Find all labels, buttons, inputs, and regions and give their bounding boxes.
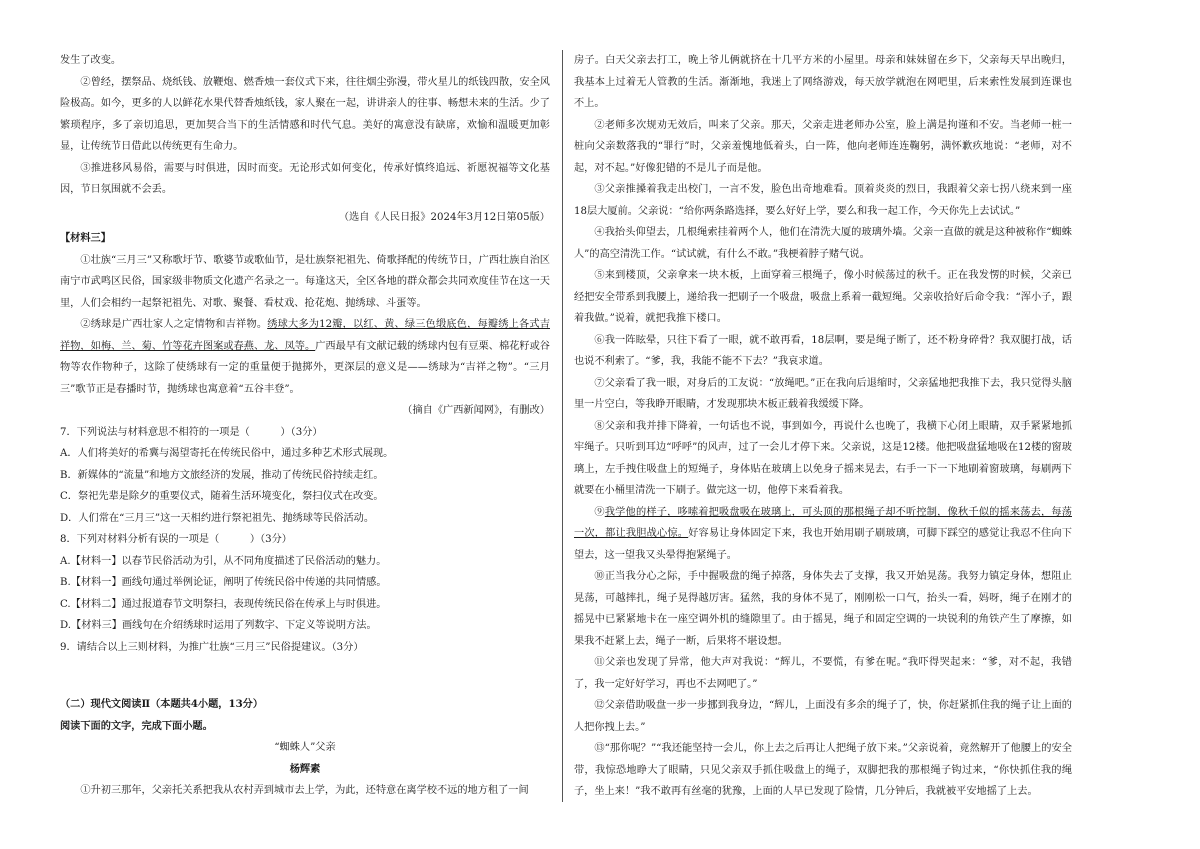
paragraph: ③推进移风易俗，需要与时俱进，因时而变。无论形式如何变化，传承好慎终追远、祈愿祝福等文化基因，节日氛围就不会丢。 <box>60 162 550 195</box>
option: B.【材料一】画线句通过举例论证，阐明了传统民俗中传递的共同情感。 <box>60 577 387 588</box>
paragraph: ①升初三那年，父亲托关系把我从农村弄到城市去上学，为此，还特意在离学校不远的地方租了一间 <box>80 785 529 796</box>
question-7: 7．下列说法与材料意思不相符的一项是（ ）（3分） <box>60 426 323 438</box>
right-column <box>574 50 1072 803</box>
option: A.【材料一】以春节民俗活动为引，从不同角度描述了民俗活动的魅力。 <box>60 555 387 567</box>
paragraph: ⑩正当我分心之际，手中握吸盘的绳子掉落，身体失去了支撑，我又开始晃荡。我努力镇定身体，想阻止晃荡，可越摔扎，绳子晃得越厉害。猛然，我的身体不晃了，刚刚松一口气，抬头一看，妈呀，绳子在刚才的摇晃中已紧紧地卡在一座空调外机的缝隙里了。由于摇晃，绳子和固定空调的一块锐利的角铁产生了摩擦，如果我不赶紧上去，绳子一断，后果将不堪设想。 <box>574 571 1072 647</box>
paragraph: ⑤来到楼顶，父亲拿来一块木板，上面穿着三根绳子，像小时候荡过的秋千。正在我发愣的时候，父亲已经把安全带系到我腰上，递给我一把刷子一个吸盘，吸盘上系着一截短绳。父亲收拾好后命令我：“浑小子，跟着我做。”说着，就把我推下楼口。 <box>574 270 1072 324</box>
paragraph: ⑧父亲和我并排下降着，一句话也不说，事到如今，再说什么也晚了，我横下心闭上眼睛，双手紧紧地抓牢绳子。只听到耳边“呼呼”的风声，过了一会儿才停下来。父亲说，这是12楼。他把吸盘猛地吸在12楼的窗玻璃上，左手拽住吸盘上的短绳子，身体贴在玻璃上以免身子摇来晃去，右手一下一下地刷着窗玻璃，每刷两下就要在小桶里清洗一下刷子。做完这一切，他停下来看着我。 <box>574 420 1072 496</box>
paragraph: ⑦父亲看了我一眼，对身后的工友说：“放绳吧。”正在我向后退缩时，父亲猛地把我推下去，我只觉得头脑里一片空白，等我睁开眼睛，才发现那块木板正载着我缓缓下降。 <box>574 377 1072 410</box>
story-author: 杨辉素 <box>289 762 321 775</box>
source-citation: （选自《人民日报》2024年3月12日第05版） <box>338 211 550 223</box>
story-title: “蜘蛛人”父亲 <box>274 742 336 753</box>
paragraph-text: 好容易让身体固定下来，我也开始用刷子刷玻璃，可脚下踩空的感觉让我忍不住向下望去，这一望我又头晕得抱紧绳子。 <box>574 528 1072 561</box>
material-title: 【材料三】 <box>60 232 111 244</box>
paragraph: ⑫父亲借助吸盘一步一步挪到我身边，“辉儿，上面没有多余的绳子了，快，你赶紧抓住我的绳子让上面的人把你拽上去。” <box>574 700 1072 733</box>
column-divider <box>562 50 563 802</box>
section-title: （二）现代文阅读Ⅱ（本题共4小题，13分） <box>60 698 264 710</box>
option: D.【材料三】画线句在介绍绣球时运用了列数字、下定义等说明方法。 <box>60 620 377 631</box>
paragraph-number: ⑨ <box>594 506 605 518</box>
section-instruction: 阅读下面的文字，完成下面小题。 <box>60 719 213 732</box>
paragraph-text: ②绣球是广西壮家人之定情物和吉祥物。 <box>80 319 268 330</box>
option: C.【材料二】通过报道春节文明祭扫，表现传统民俗在传承上与时俱进。 <box>60 598 387 610</box>
paragraph <box>60 314 550 400</box>
underlined-sentence: 我学他的样子，哆嗦着把吸盘吸在玻璃上，可头顶的那根绳子却不听控制，像秋千似的摇来荡去，每荡一次，都让我胆战心惊。 <box>574 506 1072 539</box>
option: B．新媒体的“流量”和地方文旅经济的发展，推动了传统民俗持续走红。 <box>60 469 384 481</box>
paragraph <box>574 502 1072 567</box>
paragraph: ②老师多次规劝无效后，叫来了父亲。那天，父亲走进老师办公室，脸上满是拘谨和不安。当老师一桩一桩向父亲数落我的“罪行”时，父亲羞愧地低着头，白一阵，他向老师连连鞠躬，满怀歉疚地说：“老师，对不起，对不起。”好像犯错的不是儿子而是他。 <box>574 119 1072 174</box>
paragraph: ④我抬头仰望去，几根绳索挂着两个人，他们在清洗大厦的玻璃外墙。父亲一直做的就是这种被称作“蜘蛛人”的高空清洗工作。“试试就，有什么不敢。”我梗着脖子赌气说。 <box>574 227 1072 260</box>
question-9: 9．请结合以上三则材料，为推广壮族“三月三”民俗提建议。（3分） <box>60 641 364 653</box>
option: A．人们将美好的希冀与渴望寄托在传统民俗中，通过多种艺术形式展现。 <box>60 448 394 459</box>
paragraph-text: 广西最早有文献记载的绣球内包有豆栗、棉花籽或谷物等农作物种子，这除了使绣球有一定的重量便于抛掷外，更深层的意义是——绣球为“吉祥之物”。“三月三”歌节正是春播时节，抛绣球也寓意着“五谷丰登”。 <box>60 340 550 395</box>
paragraph: ⑪父亲也发现了异常，他大声对我说：“辉儿，不要慌，有爹在呢。”我吓得哭起来：“爹，对不起，我错了，我一定好好学习，再也不去网吧了。” <box>574 657 1072 690</box>
paragraph: ②曾经，摆祭品、烧纸钱、放鞭炮、燃香烛一套仪式下来，往往烟尘弥漫，带火星儿的纸钱四散，安全风险极高。如今，更多的人以鲜花水果代替香烛纸钱，家人聚在一起，讲讲亲人的往事、畅想未来的生活。少了繁琐程序，多了亲切追思，更加契合当下的生活情感和时代气息。美好的寓意没有缺席，欢愉和温暖更加彰显，让传统节日借此以传统更有生命力。 <box>60 76 550 152</box>
left-column <box>60 50 550 802</box>
paragraph: 房子。白天父亲去打工，晚上爷儿俩就挤在十几平方米的小屋里。母亲和妹妹留在乡下，父亲每天早出晚归，我基本上过着无人管教的生活。渐渐地，我迷上了网络游戏，每天放学就泡在网吧里，后来索性发展到连课也不上。 <box>574 55 1072 109</box>
question-8: 8．下列对材料分析有误的一项是（ ）（3分） <box>60 534 292 545</box>
paragraph: ③父亲推搡着我走出校门，一言不发，脸色出奇地难看。顶着炎炎的烈日，我跟着父亲七拐八绕来到一座18层大厦前。父亲说：“给你两条路选择，要么好好上学，要么和我一起工作，今天你先上去试试。” <box>574 184 1072 217</box>
paragraph: ①壮族“三月三”又称歌圩节、歌婆节或歌仙节，是壮族祭祀祖先、倚歌择配的传统节日，广西壮族自治区南宁市武鸣区民俗，国家级非物质文化遗产名录之一。每逢这天，全区各地的群众都会共同欢度佳节在这一天里，人们会相约一起祭祀祖先、对歌、聚餐、看杖戏、抢花炮、抛绣球、斗蛋等。 <box>60 254 550 309</box>
paragraph: ⑬“那你呢？”“我还能坚持一会儿，你上去之后再让人把绳子放下来。”父亲说着，竟然解开了他腰上的安全带，我惊恐地睁大了眼睛，只见父亲双手抓住吸盘上的绳子，双脚把我的那根绳子钩过来，“你快抓住我的绳子，坐上来！”我不敢再有丝毫的犹豫，上面的人早已发现了险情，几分钟后，我就被平安地摇了上去。 <box>574 743 1072 797</box>
paragraph: 发生了改变。 <box>60 55 122 66</box>
option: D．人们常在“三月三”这一天相约进行祭祀祖先、抛绣球等民俗活动。 <box>60 512 375 524</box>
underlined-sentence: 绣球大多为12瓣，以红、黄、绿三色缎底色，每瓣绣上各式吉祥物，如梅、兰、菊、竹等花卉图案或春燕、龙、凤等。 <box>60 319 550 352</box>
source-citation: （摘自《广西新闻网》，有删改） <box>402 405 550 416</box>
option: C．祭祀先辈是除夕的重要仪式，随着生活环境变化，祭扫仪式在改变。 <box>60 491 384 502</box>
paragraph: ⑥我一阵眩晕，只往下看了一眼，就不敢再看，18层啊，要是绳子断了，还不粉身碎骨？我双腿打战，话也说不利索了。“爹，我，我能不能不下去？”我哀求道。 <box>574 334 1072 367</box>
